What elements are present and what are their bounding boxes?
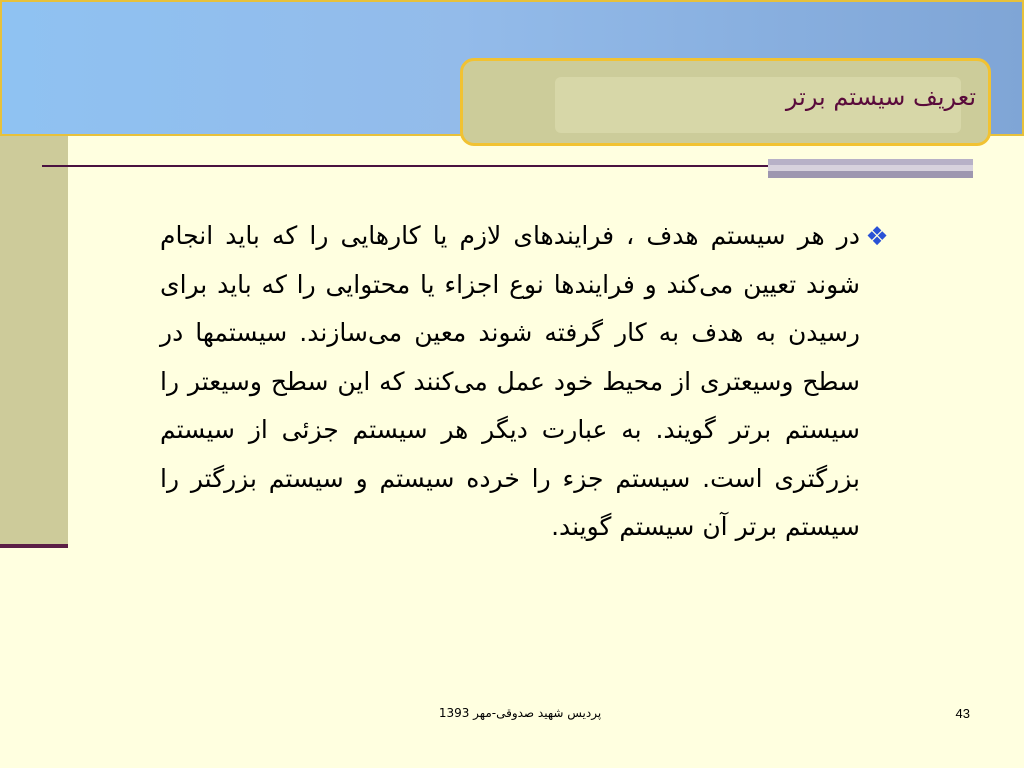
- footer-text: پردیس شهید صدوقی-مهر 1393: [438, 706, 602, 720]
- diamond-bullet-icon: ❖: [865, 222, 889, 252]
- left-decor-line: [0, 544, 68, 548]
- left-decor-bar: [0, 136, 68, 546]
- title-divider: [42, 165, 772, 167]
- decor-stripes: [768, 159, 973, 179]
- slide-body-text: در هر سیستم هدف ، فرایندهای لازم یا کارهایی را که باید انجام شوند تعیین می‌کند و فرایندها نوع اجزاء یا محتوایی را که باید برای رسیدن به هدف به کار گرفته شوند معین می‌سازند. سیستمها در سطح وسیعتری از محیط خود عمل می‌کنند که این سطح وسیعتر را سیستم برتر گویند. به عبارت دیگر هر سیستم جزئی از سیستم بزرگتری است. سیستم جزء را خرده سیستم و سیستم بزرگتر را سیستم برتر آن سیستم گویند.: [160, 221, 860, 541]
- page-number: 43: [955, 706, 970, 721]
- title-box: [460, 58, 991, 146]
- slide-title: تعریف سیستم برتر: [785, 83, 976, 111]
